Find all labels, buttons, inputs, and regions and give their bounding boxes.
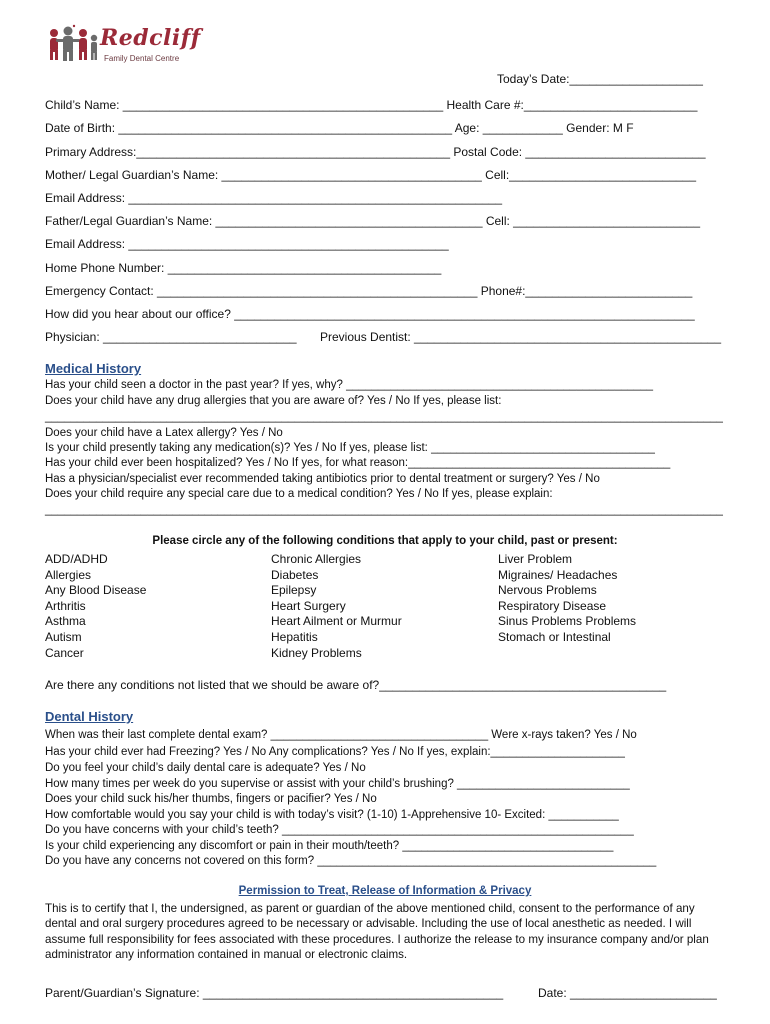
- condition-item[interactable]: Liver Problem: [498, 552, 573, 566]
- family-figures-icon: [46, 24, 102, 64]
- dental-question[interactable]: Do you have any concerns not covered on this form? _____________________________________________________: [45, 855, 657, 867]
- clinic-logo: [46, 24, 206, 72]
- condition-item[interactable]: Cancer: [45, 645, 84, 660]
- dental-question[interactable]: When was their last complete dental exam? __________________________________ Were x-rays taken? Yes / No: [45, 729, 637, 741]
- condition-item[interactable]: Arthritis: [45, 598, 86, 613]
- date-of-birth-line[interactable]: Date of Birth: __________________________________________________ Age: ____________ Gender: M F: [45, 121, 634, 135]
- father-guardian-line[interactable]: Father/Legal Guardian’s Name: ________________________________________ Cell: ____________________________: [45, 214, 701, 228]
- condition-item[interactable]: Stomach or Intestinal: [498, 629, 611, 644]
- condition-item[interactable]: ADD/ADHD: [45, 552, 108, 566]
- referral-source-line[interactable]: How did you hear about our office? _____________________________________________________________________: [45, 307, 695, 321]
- permission-heading: Permission to Treat, Release of Information & Privacy: [238, 885, 532, 897]
- medical-answer-line[interactable]: __________________________________________________________________________________________________________: [45, 411, 723, 423]
- condition-item[interactable]: Asthma: [45, 614, 86, 629]
- condition-item[interactable]: Respiratory Disease: [498, 598, 607, 613]
- dental-question[interactable]: Is your child experiencing any discomfort or pain in their mouth/teeth? _________________________________: [45, 840, 614, 852]
- father-email-line[interactable]: Email Address: ________________________________________________: [45, 237, 449, 251]
- medical-question[interactable]: Does your child require any special care due to a medical condition? Yes / No If yes, please explain:: [45, 488, 553, 500]
- emergency-contact-line[interactable]: Emergency Contact: ________________________________________________ Phone#:_________________________: [45, 284, 693, 298]
- condition-item[interactable]: Autism: [45, 629, 82, 644]
- mother-email-line[interactable]: Email Address: ________________________________________________________: [45, 191, 503, 205]
- guardian-signature-field[interactable]: Parent/Guardian’s Signature: _____________________________________________: [45, 986, 504, 1000]
- condition-item[interactable]: Hepatitis: [271, 629, 318, 644]
- condition-item[interactable]: Sinus Problems Problems: [498, 614, 637, 629]
- dental-question[interactable]: Does your child suck his/her thumbs, fingers or pacifier? Yes / No: [45, 793, 377, 805]
- condition-item[interactable]: Allergies: [45, 567, 92, 582]
- physician-field[interactable]: Physician: _____________________________: [45, 330, 297, 344]
- dental-question[interactable]: Has your child ever had Freezing? Yes / No Any complications? Yes / No If yes, explain:_____________________: [45, 746, 625, 758]
- medical-question[interactable]: Has your child seen a doctor in the past year? If yes, why? ________________________________________________: [45, 379, 654, 391]
- condition-item[interactable]: Nervous Problems: [498, 583, 597, 598]
- condition-item[interactable]: Epilepsy: [271, 583, 317, 598]
- primary-address-line[interactable]: Primary Address:_______________________________________________ Postal Code: ___________________________: [45, 145, 706, 159]
- conditions-column-1: [45, 552, 146, 661]
- medical-answer-line[interactable]: __________________________________________________________________________________________________________: [45, 504, 723, 516]
- medical-history-heading: Medical History: [45, 361, 142, 376]
- medical-question[interactable]: Has your child ever been hospitalized? Yes / No If yes, for what reason:_________________________________________: [45, 457, 671, 469]
- signature-date-field[interactable]: Date: ______________________: [538, 986, 717, 1000]
- condition-item[interactable]: Diabetes: [271, 567, 319, 582]
- mother-guardian-line[interactable]: Mother/ Legal Guardian’s Name: _______________________________________ Cell:____________________________: [45, 168, 697, 182]
- dental-history-heading: Dental History: [45, 709, 134, 724]
- conditions-column-3: [498, 552, 636, 646]
- condition-item[interactable]: Chronic Allergies: [271, 552, 362, 566]
- todays-date-field[interactable]: Today’s Date:____________________: [497, 72, 703, 86]
- conditions-not-listed-line[interactable]: Are there any conditions not listed that we should be aware of?___________________________________________: [45, 678, 667, 692]
- logo-name: Redcliff: [100, 25, 201, 51]
- condition-item[interactable]: Heart Ailment or Murmur: [271, 614, 402, 629]
- conditions-column-2: [271, 552, 402, 661]
- condition-item[interactable]: Migraines/ Headaches: [498, 567, 618, 582]
- permission-consent-text: This is to certify that I, the undersigned, as parent or guardian of the above mentioned child, consent to the performance of any dental and oral surgery procedures agreed to be necessary or advisable. Including the use of local anesthetic as needed. I will assume full responsibility for fees associated with these procedures. I authorize the release to my insurance company and/or plan administrator any information contained in manual or electronic claims.: [45, 902, 709, 962]
- logo-subtitle: Family Dental Centre: [104, 54, 180, 63]
- dental-question[interactable]: Do you have concerns with your child’s teeth? _______________________________________________________: [45, 824, 634, 836]
- medical-question[interactable]: Does your child have any drug allergies that you are aware of? Yes / No If yes, please list:: [45, 395, 502, 407]
- medical-question[interactable]: Does your child have a Latex allergy? Yes / No: [45, 427, 283, 439]
- home-phone-line[interactable]: Home Phone Number: _________________________________________: [45, 261, 442, 275]
- medical-question[interactable]: Has a physician/specialist ever recommended taking antibiotics prior to dental treatment or surgery? Yes / No: [45, 473, 600, 485]
- childs-name-line[interactable]: Child’s Name: ________________________________________________ Health Care #:__________________________: [45, 98, 698, 112]
- medical-question[interactable]: Is your child presently taking any medication(s)? Yes / No If yes, please list: ___________________________________: [45, 442, 655, 454]
- condition-item[interactable]: Heart Surgery: [271, 598, 346, 613]
- previous-dentist-field[interactable]: Previous Dentist: ______________________________________________: [320, 330, 722, 344]
- condition-item[interactable]: Any Blood Disease: [45, 583, 147, 598]
- conditions-heading: Please circle any of the following conditions that apply to your child, past or present:: [152, 535, 618, 547]
- condition-item[interactable]: Kidney Problems: [271, 645, 362, 660]
- dental-question[interactable]: How many times per week do you supervise or assist with your child’s brushing? ___________________________: [45, 778, 630, 790]
- dental-question[interactable]: How comfortable would you say your child is with today’s visit? (1-10) 1-Apprehensive 10- Excited: ___________: [45, 809, 619, 821]
- dental-question[interactable]: Do you feel your child’s daily dental care is adequate? Yes / No: [45, 762, 366, 774]
